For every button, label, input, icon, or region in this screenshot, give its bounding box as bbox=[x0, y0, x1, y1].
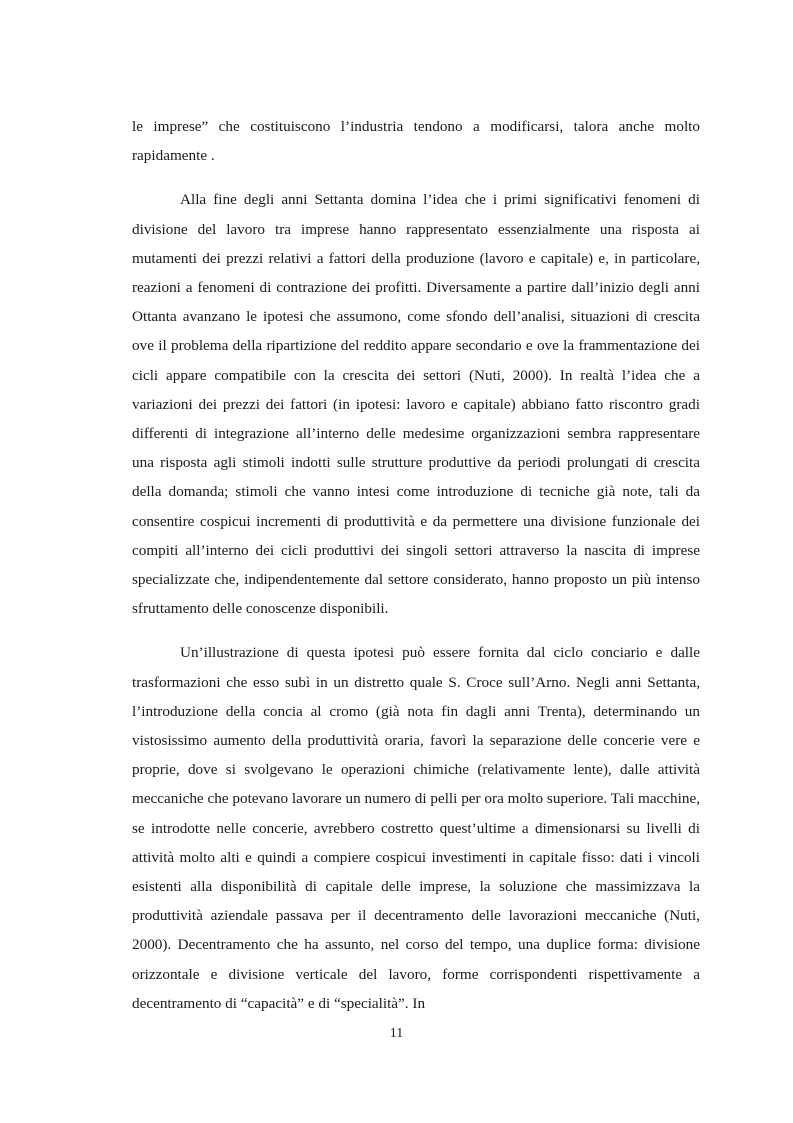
paragraph-tanning-cycle: Un’illustrazione di questa ipotesi può essere fornita dal ciclo conciario e dalle trasformazioni che esso subì in un distretto quale S. Croce sull’Arno. Negli anni Settanta, l’introduzione della concia al cromo (già nota fin dagli anni Trenta), determinando un vistosissimo aumento della produttività oraria, favorì la separazione delle concerie vere e proprie, dove si svolgevano le operazioni chimiche (relativamente lente), dalle attività meccaniche che potevano lavorare un numero di pelli per ora molto superiore. Tali macchine, se introdotte nelle concerie, avrebbero costretto quest’ultime a dimensionarsi su livelli di attività molto alti e quindi a compiere cospicui investimenti in capitale fisso: dati i vincoli esistenti alla disponibilità di capitale delle imprese, la soluzione che massimizzava la produttività aziendale passava per il decentramento delle lavorazioni meccaniche (Nuti, 2000). Decentramento che ha assunto, nel corso del tempo, una duplice forma: divisione orizzontale e divisione verticale del lavoro, forme corrispondenti rispettivamente a decentramento di “capacità” e di “specialità”. In bbox=[132, 644, 700, 1012]
page-number: 11 bbox=[389, 1026, 404, 1041]
paragraph-continuation: le imprese” che costituiscono l’industria tendono a modificarsi, talora anche molto rapidamente . bbox=[132, 118, 700, 165]
paragraph-division-of-labour: Alla fine degli anni Settanta domina l’idea che i primi significativi fenomeni di divisione del lavoro tra imprese hanno rappresentato essenzialmente una risposta ai mutamenti dei prezzi relativi a fattori della produzione (lavoro e capitale) e, in particolare, reazioni a fenomeni di contrazione dei profitti. Diversamente a partire dall’inizio degli anni Ottanta avanzano le ipotesi che assumono, come sfondo dell’analisi, situazioni di crescita ove il problema della ripartizione del reddito appare secondario e ove la frammentazione dei cicli appare compatibile con la crescita dei settori (Nuti, 2000). In realtà l’idea che a variazioni dei prezzi dei fattori (in ipotesi: lavoro e capitale) abbiano fatto riscontro gradi differenti di integrazione all’interno delle medesime organizzazioni sembra rappresentare una risposta agli stimoli indotti sulle strutture produttive da periodi prolungati di crescita della domanda; stimoli che vanno intesi come introduzione di tecniche già note, tali da consentire cospicui incrementi di produttività e da permettere una divisione funzionale dei compiti all’interno dei cicli produttivi dei singoli settori attraverso la nascita di imprese specializzate che, indipendentemente dal settore considerato, hanno proposto un più intenso sfruttamento delle conoscenze disponibili. bbox=[132, 191, 700, 618]
body-text bbox=[132, 112, 700, 1033]
